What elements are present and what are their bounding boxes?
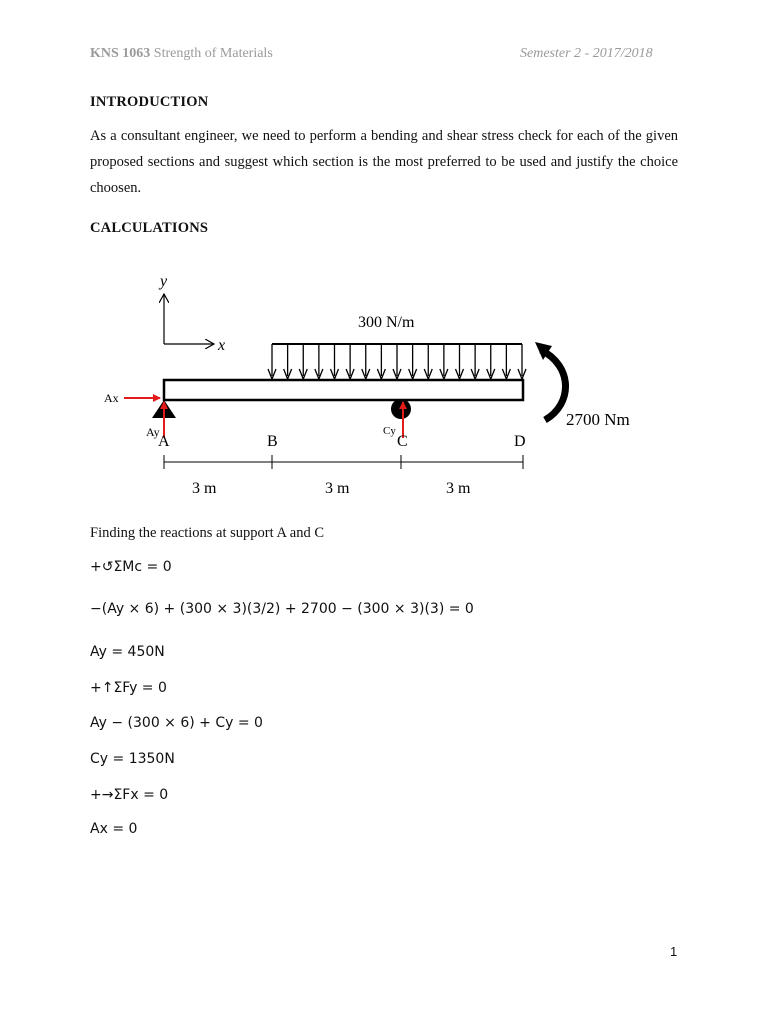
reaction-ay-label: Ay [146, 425, 160, 439]
point-d-label: D [514, 433, 526, 450]
point-b-label: B [267, 433, 278, 450]
reactions-intro: Finding the reactions at support A and C [90, 525, 324, 541]
beam-diagram [0, 262, 768, 502]
equation-ax-result: Ax = 0 [90, 821, 138, 837]
beam [164, 380, 523, 400]
header-semester: Semester 2 - 2017/2018 [520, 46, 653, 61]
equation-ay-result: Ay = 450N [90, 644, 165, 660]
span-bc-label: 3 m [325, 480, 350, 497]
header-course [90, 46, 273, 62]
introduction-paragraph: As a consultant engineer, we need to perform a bending and shear stress check for each of the given proposed sections and suggest which section is the most preferred to be used and justify the choice choosen. [90, 128, 678, 196]
dimension-line [164, 455, 523, 497]
point-a-label: A [158, 433, 170, 450]
course-name: Strength of Materials [153, 46, 273, 61]
load-arrows [268, 344, 526, 379]
reaction-cy-label: Cy [383, 425, 396, 437]
span-cd-label: 3 m [446, 480, 471, 497]
roller-support-c [391, 399, 411, 419]
course-code: KNS 1063 [90, 46, 151, 61]
introduction-heading: INTRODUCTION [90, 94, 209, 110]
span-ab-label: 3 m [192, 480, 217, 497]
calculations-heading: CALCULATIONS [90, 220, 209, 236]
equation-cy-result: Cy = 1350N [90, 751, 175, 767]
x-axis-label: x [218, 337, 226, 354]
y-axis-label: y [160, 273, 168, 290]
equation-vertical-sum: +↑ΣFy = 0 [90, 680, 167, 696]
load-label: 300 N/m [358, 314, 415, 331]
page-number: 1 [670, 944, 678, 959]
coordinate-axes [158, 273, 225, 354]
reaction-ax-label: Ax [104, 391, 119, 405]
equation-horizontal-sum: +→ΣFx = 0 [90, 787, 169, 803]
equation-moment-sum: +↺ΣMc = 0 [90, 559, 172, 575]
equation-vertical-expanded: Ay − (300 × 6) + Cy = 0 [90, 715, 263, 731]
moment-arc [541, 350, 566, 420]
distributed-load [268, 314, 526, 379]
moment-label: 2700 Nm [566, 410, 630, 429]
point-c-label: C [397, 433, 408, 450]
equation-moment-expanded: −(Ay × 6) + (300 × 3)(3/2) + 2700 − (300 × 3)(3) = 0 [90, 601, 474, 617]
